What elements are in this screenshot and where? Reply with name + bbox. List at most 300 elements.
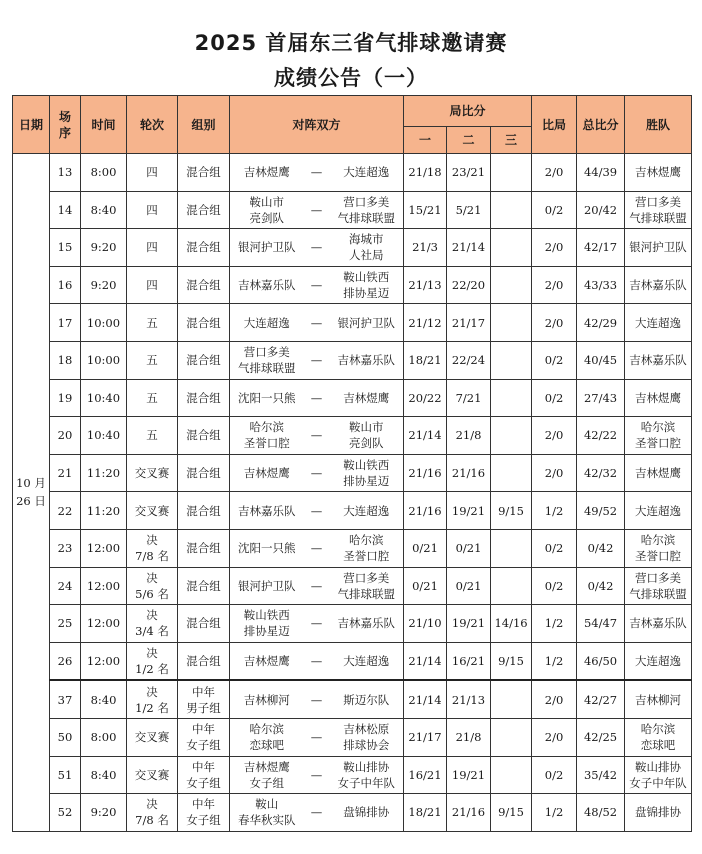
time-cell: 8:40	[81, 191, 127, 229]
group-cell: 混合组	[178, 266, 230, 304]
set-2-score: 5/21	[447, 191, 491, 229]
round-cell: 交叉赛	[127, 718, 178, 756]
group-cell: 混合组	[178, 567, 230, 605]
set-2-score: 0/21	[447, 567, 491, 605]
versus-dash: —	[310, 315, 323, 330]
group-cell: 混合组	[178, 341, 230, 379]
sets-score: 0/2	[532, 379, 577, 417]
results-table	[12, 95, 692, 832]
team-a: 吉林煜鹰	[243, 466, 290, 481]
total-score: 42/22	[577, 417, 625, 455]
matchup-cell	[230, 379, 404, 417]
set-1-score: 18/21	[404, 341, 447, 379]
match-no-cell: 13	[50, 154, 81, 192]
header-sets: 比局	[532, 96, 577, 154]
time-cell: 8:40	[81, 680, 127, 718]
set-1-score: 21/14	[404, 642, 447, 680]
matchup	[230, 164, 403, 180]
match-no-cell: 19	[50, 379, 81, 417]
matchup-cell	[230, 417, 404, 455]
matchup-cell	[230, 718, 404, 756]
winner-cell: 鞍山排协 女子中年队	[625, 756, 692, 794]
total-score: 42/27	[577, 680, 625, 718]
table-row	[13, 567, 692, 605]
group-cell: 混合组	[178, 454, 230, 492]
set-2-score: 21/17	[447, 304, 491, 342]
set-1-score: 21/13	[404, 266, 447, 304]
set-1-score: 21/14	[404, 417, 447, 455]
sets-score: 1/2	[532, 492, 577, 530]
sets-score: 2/0	[532, 680, 577, 718]
winner-cell: 哈尔滨 圣誉口腔	[625, 529, 692, 567]
group-cell: 混合组	[178, 304, 230, 342]
table-row	[13, 417, 692, 455]
set-3-score	[491, 191, 532, 229]
round-cell: 决 3/4 名	[127, 605, 178, 643]
match-no-cell: 14	[50, 191, 81, 229]
team-a: 大连超逸	[243, 315, 290, 330]
matchup	[230, 570, 403, 602]
matchup	[230, 532, 403, 564]
time-cell: 10:00	[81, 341, 127, 379]
matchup	[230, 796, 403, 828]
sets-score: 2/0	[532, 266, 577, 304]
matchup-cell	[230, 266, 404, 304]
set-3-score	[491, 567, 532, 605]
match-no-cell: 21	[50, 454, 81, 492]
group-cell: 混合组	[178, 492, 230, 530]
set-2-score: 23/21	[447, 154, 491, 192]
versus-dash: —	[310, 692, 323, 707]
time-cell: 8:40	[81, 756, 127, 794]
header-date: 日期	[13, 96, 50, 154]
team-a: 吉林煜鹰	[243, 654, 290, 669]
set-2-score: 19/21	[447, 605, 491, 643]
team-a: 营口多美 气排球联盟	[238, 345, 296, 376]
versus-dash: —	[310, 503, 323, 518]
total-score: 20/42	[577, 191, 625, 229]
header-group: 组别	[178, 96, 230, 154]
match-no-cell: 52	[50, 794, 81, 832]
time-cell: 12:00	[81, 529, 127, 567]
team-b: 鞍山市 亮剑队	[349, 420, 384, 451]
set-1-score: 21/16	[404, 492, 447, 530]
set-3-score	[491, 154, 532, 192]
team-a: 鞍山铁西 排协星迈	[243, 608, 290, 639]
set-3-score	[491, 417, 532, 455]
group-cell: 混合组	[178, 154, 230, 192]
team-b: 鞍山排协 女子中年队	[337, 759, 395, 790]
set-1-score: 0/21	[404, 567, 447, 605]
set-1-score: 15/21	[404, 191, 447, 229]
round-cell: 交叉赛	[127, 492, 178, 530]
table-row	[13, 454, 692, 492]
set-3-score	[491, 379, 532, 417]
team-b: 大连超逸	[343, 503, 390, 518]
table-row	[13, 191, 692, 229]
set-1-score: 21/10	[404, 605, 447, 643]
time-cell: 11:20	[81, 454, 127, 492]
matchup	[230, 721, 403, 753]
matchup	[230, 653, 403, 669]
round-cell: 五	[127, 379, 178, 417]
round-cell: 交叉赛	[127, 454, 178, 492]
table-row	[13, 529, 692, 567]
total-score: 0/42	[577, 529, 625, 567]
team-b: 鞍山铁西 排协星迈	[343, 270, 390, 301]
versus-dash: —	[310, 466, 323, 481]
set-1-score: 21/12	[404, 304, 447, 342]
set-2-score: 22/20	[447, 266, 491, 304]
matchup-cell	[230, 529, 404, 567]
matchup-cell	[230, 229, 404, 267]
round-cell: 四	[127, 266, 178, 304]
set-2-score: 22/24	[447, 341, 491, 379]
set-3-score	[491, 680, 532, 718]
time-cell: 12:00	[81, 605, 127, 643]
round-cell: 五	[127, 304, 178, 342]
header-round: 轮次	[127, 96, 178, 154]
team-b: 银河护卫队	[337, 315, 395, 330]
match-no-cell: 24	[50, 567, 81, 605]
header-set-2: 二	[447, 127, 491, 154]
sets-score: 0/2	[532, 191, 577, 229]
set-2-score: 16/21	[447, 642, 491, 680]
winner-cell: 哈尔滨 恋球吧	[625, 718, 692, 756]
matchup	[230, 607, 403, 639]
versus-dash: —	[310, 730, 323, 745]
set-1-score: 21/3	[404, 229, 447, 267]
winner-cell: 营口多美 气排球联盟	[625, 191, 692, 229]
team-b: 营口多美 气排球联盟	[337, 570, 395, 601]
team-b: 大连超逸	[343, 654, 390, 669]
group-cell: 混合组	[178, 379, 230, 417]
group-cell: 混合组	[178, 191, 230, 229]
matchup	[230, 269, 403, 301]
time-cell: 10:40	[81, 417, 127, 455]
set-3-score	[491, 229, 532, 267]
team-b: 哈尔滨 圣誉口腔	[343, 533, 390, 564]
match-no-cell: 37	[50, 680, 81, 718]
page-title: 2025 首届东三省气排球邀请赛	[194, 31, 508, 55]
matchup	[230, 390, 403, 406]
matchup-cell	[230, 567, 404, 605]
total-score: 48/52	[577, 794, 625, 832]
matchup-cell	[230, 492, 404, 530]
total-score: 42/32	[577, 454, 625, 492]
sets-score: 0/2	[532, 529, 577, 567]
header-time: 时间	[81, 96, 127, 154]
winner-cell: 吉林柳河	[625, 680, 692, 718]
time-cell: 12:00	[81, 642, 127, 680]
header-set-1: 一	[404, 127, 447, 154]
round-cell: 决 1/2 名	[127, 642, 178, 680]
total-score: 49/52	[577, 492, 625, 530]
versus-dash: —	[310, 578, 323, 593]
team-b: 吉林松原 排球协会	[343, 722, 390, 753]
date-cell: 10 月 26 日	[13, 154, 50, 832]
versus-dash: —	[310, 654, 323, 669]
versus-dash: —	[310, 390, 323, 405]
sets-score: 2/0	[532, 229, 577, 267]
team-b: 营口多美 气排球联盟	[337, 194, 395, 225]
team-a: 吉林煜鹰	[243, 165, 290, 180]
round-cell: 四	[127, 229, 178, 267]
sets-score: 0/2	[532, 756, 577, 794]
table-row	[13, 794, 692, 832]
table-row	[13, 304, 692, 342]
team-b: 吉林煜鹰	[343, 390, 390, 405]
matchup	[230, 194, 403, 226]
header-total: 总比分	[577, 96, 625, 154]
table-row	[13, 642, 692, 680]
set-2-score: 21/13	[447, 680, 491, 718]
set-2-score: 0/21	[447, 529, 491, 567]
round-cell: 四	[127, 154, 178, 192]
header-match-no: 场 序	[50, 96, 81, 154]
winner-cell: 大连超逸	[625, 492, 692, 530]
set-1-score: 20/22	[404, 379, 447, 417]
total-score: 42/29	[577, 304, 625, 342]
team-a: 沈阳一只熊	[238, 390, 296, 405]
match-no-cell: 22	[50, 492, 81, 530]
team-b: 鞍山铁西 排协星迈	[343, 458, 390, 489]
matchup-cell	[230, 642, 404, 680]
total-score: 44/39	[577, 154, 625, 192]
set-3-score	[491, 718, 532, 756]
match-no-cell: 15	[50, 229, 81, 267]
versus-dash: —	[310, 767, 323, 782]
winner-cell: 吉林嘉乐队	[625, 341, 692, 379]
round-cell: 四	[127, 191, 178, 229]
match-no-cell: 17	[50, 304, 81, 342]
set-3-score	[491, 266, 532, 304]
header-winner: 胜队	[625, 96, 692, 154]
total-score: 0/42	[577, 567, 625, 605]
team-a: 吉林柳河	[243, 692, 290, 707]
versus-dash: —	[310, 616, 323, 631]
round-cell: 五	[127, 417, 178, 455]
sets-score: 1/2	[532, 642, 577, 680]
set-2-score: 21/14	[447, 229, 491, 267]
table-row	[13, 379, 692, 417]
match-no-cell: 50	[50, 718, 81, 756]
total-score: 35/42	[577, 756, 625, 794]
versus-dash: —	[310, 240, 323, 255]
sets-score: 2/0	[532, 154, 577, 192]
team-b: 吉林嘉乐队	[337, 353, 395, 368]
group-cell: 混合组	[178, 417, 230, 455]
time-cell: 11:20	[81, 492, 127, 530]
team-a: 鞍山市 亮剑队	[249, 194, 284, 225]
matchup-cell	[230, 341, 404, 379]
team-b: 斯迈尔队	[343, 692, 390, 707]
set-1-score: 21/18	[404, 154, 447, 192]
sets-score: 2/0	[532, 718, 577, 756]
team-a: 鞍山 春华秋实队	[238, 797, 296, 828]
set-2-score: 21/8	[447, 718, 491, 756]
total-score: 27/43	[577, 379, 625, 417]
matchup	[230, 457, 403, 489]
winner-cell: 银河护卫队	[625, 229, 692, 267]
team-b: 吉林嘉乐队	[337, 616, 395, 631]
sets-score: 0/2	[532, 567, 577, 605]
winner-cell: 大连超逸	[625, 304, 692, 342]
versus-dash: —	[310, 805, 323, 820]
set-2-score: 19/21	[447, 492, 491, 530]
winner-cell: 吉林嘉乐队	[625, 605, 692, 643]
matchup	[230, 344, 403, 376]
table-row	[13, 756, 692, 794]
total-score: 42/17	[577, 229, 625, 267]
matchup-cell	[230, 304, 404, 342]
group-cell: 中年 女子组	[178, 756, 230, 794]
match-no-cell: 16	[50, 266, 81, 304]
set-3-score	[491, 304, 532, 342]
versus-dash: —	[310, 353, 323, 368]
round-cell: 交叉赛	[127, 756, 178, 794]
set-3-score	[491, 756, 532, 794]
matchup-cell	[230, 454, 404, 492]
matchup-cell	[230, 605, 404, 643]
group-cell: 中年 男子组	[178, 680, 230, 718]
team-b: 盘锦排协	[343, 805, 390, 820]
round-cell: 决 7/8 名	[127, 529, 178, 567]
table-row	[13, 605, 692, 643]
time-cell: 8:00	[81, 154, 127, 192]
versus-dash: —	[310, 428, 323, 443]
winner-cell: 哈尔滨 圣誉口腔	[625, 417, 692, 455]
time-cell: 10:40	[81, 379, 127, 417]
matchup	[230, 419, 403, 451]
match-no-cell: 51	[50, 756, 81, 794]
set-1-score: 18/21	[404, 794, 447, 832]
round-cell: 五	[127, 341, 178, 379]
page-subtitle: 成绩公告（一）	[274, 66, 428, 90]
set-2-score: 21/8	[447, 417, 491, 455]
time-cell: 9:20	[81, 229, 127, 267]
match-no-cell: 26	[50, 642, 81, 680]
winner-cell: 吉林嘉乐队	[625, 266, 692, 304]
team-b: 大连超逸	[343, 165, 390, 180]
team-a: 银河护卫队	[238, 578, 296, 593]
table-row	[13, 266, 692, 304]
team-b: 海城市 人社局	[349, 232, 384, 263]
group-cell: 中年 女子组	[178, 794, 230, 832]
matchup	[230, 231, 403, 263]
matchup	[230, 692, 403, 708]
group-cell: 混合组	[178, 529, 230, 567]
versus-dash: —	[310, 165, 323, 180]
table-row	[13, 229, 692, 267]
group-cell: 中年 女子组	[178, 718, 230, 756]
group-cell: 混合组	[178, 605, 230, 643]
set-1-score: 21/16	[404, 454, 447, 492]
time-cell: 12:00	[81, 567, 127, 605]
sets-score: 0/2	[532, 341, 577, 379]
matchup-cell	[230, 191, 404, 229]
matchup	[230, 759, 403, 791]
set-1-score: 0/21	[404, 529, 447, 567]
header-matchup: 对阵双方	[230, 96, 404, 154]
team-a: 哈尔滨 圣誉口腔	[243, 420, 290, 451]
total-score: 40/45	[577, 341, 625, 379]
set-1-score: 21/14	[404, 680, 447, 718]
matchup	[230, 503, 403, 519]
match-no-cell: 20	[50, 417, 81, 455]
group-cell: 混合组	[178, 229, 230, 267]
match-no-cell: 25	[50, 605, 81, 643]
total-score: 46/50	[577, 642, 625, 680]
matchup-cell	[230, 794, 404, 832]
set-2-score: 21/16	[447, 454, 491, 492]
header-set-scores: 局比分	[404, 96, 532, 127]
set-3-score: 9/15	[491, 794, 532, 832]
table-row	[13, 718, 692, 756]
set-1-score: 21/17	[404, 718, 447, 756]
time-cell: 10:00	[81, 304, 127, 342]
set-3-score	[491, 341, 532, 379]
team-a: 吉林煜鹰 女子组	[243, 759, 290, 790]
set-1-score: 16/21	[404, 756, 447, 794]
versus-dash: —	[310, 202, 323, 217]
time-cell: 9:20	[81, 794, 127, 832]
time-cell: 8:00	[81, 718, 127, 756]
table-row	[13, 492, 692, 530]
total-score: 42/25	[577, 718, 625, 756]
matchup-cell	[230, 756, 404, 794]
set-3-score: 14/16	[491, 605, 532, 643]
set-3-score: 9/15	[491, 492, 532, 530]
team-a: 沈阳一只熊	[238, 541, 296, 556]
total-score: 43/33	[577, 266, 625, 304]
set-3-score: 9/15	[491, 642, 532, 680]
match-no-cell: 18	[50, 341, 81, 379]
round-cell: 决 5/6 名	[127, 567, 178, 605]
round-cell: 决 7/8 名	[127, 794, 178, 832]
table-row	[13, 680, 692, 718]
sets-score: 1/2	[532, 605, 577, 643]
matchup-cell	[230, 154, 404, 192]
sets-score: 2/0	[532, 417, 577, 455]
matchup	[230, 315, 403, 331]
sets-score: 2/0	[532, 304, 577, 342]
set-2-score: 19/21	[447, 756, 491, 794]
header-set-3: 三	[491, 127, 532, 154]
winner-cell: 吉林煜鹰	[625, 379, 692, 417]
set-3-score	[491, 529, 532, 567]
set-3-score	[491, 454, 532, 492]
team-a: 银河护卫队	[238, 240, 296, 255]
set-2-score: 7/21	[447, 379, 491, 417]
time-cell: 9:20	[81, 266, 127, 304]
header-row	[13, 96, 692, 127]
versus-dash: —	[310, 541, 323, 556]
team-a: 吉林嘉乐队	[238, 278, 296, 293]
sets-score: 1/2	[532, 794, 577, 832]
table-row	[13, 154, 692, 192]
table-row	[13, 341, 692, 379]
round-cell: 决 1/2 名	[127, 680, 178, 718]
group-cell: 混合组	[178, 642, 230, 680]
team-a: 吉林嘉乐队	[238, 503, 296, 518]
winner-cell: 吉林煜鹰	[625, 454, 692, 492]
total-score: 54/47	[577, 605, 625, 643]
match-no-cell: 23	[50, 529, 81, 567]
winner-cell: 大连超逸	[625, 642, 692, 680]
winner-cell: 盘锦排协	[625, 794, 692, 832]
set-2-score: 21/16	[447, 794, 491, 832]
